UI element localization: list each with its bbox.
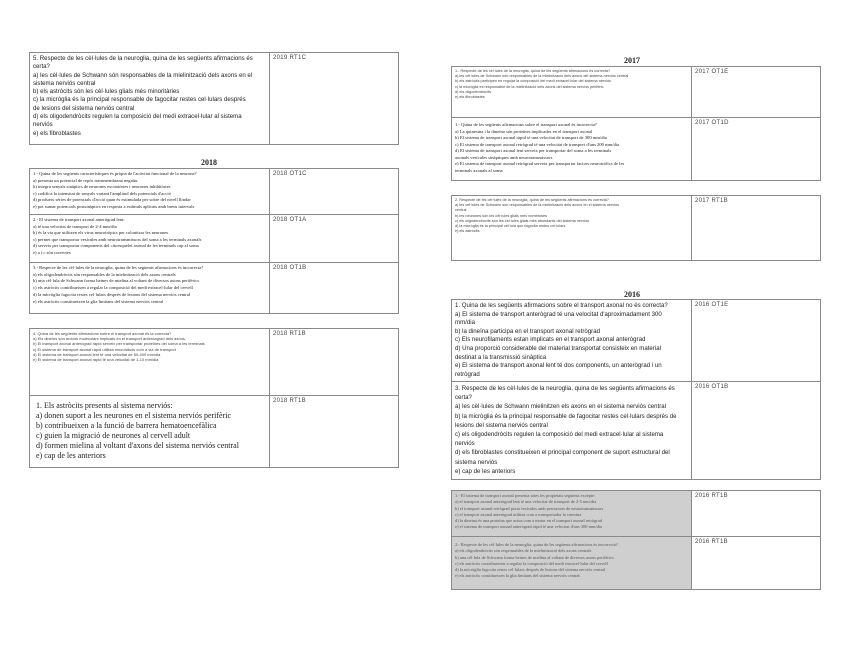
question-line: e) El sistema de transport axonal ràpid té una velocitat de 1-10 mm/dia: [33, 357, 159, 363]
question-line: sistema nerviós: [455, 458, 498, 466]
question-line: e) El sistema de transport axonal retrògrad serveix per transportar factors neurotròfics de les: [455, 161, 625, 166]
question-line: a) les cèl·lules de Schwann mielinitzen els axons en el sistema nerviós central: [455, 403, 667, 411]
question-line: 4. Quina de les següents afirmacions sobre el transport axonal és la correcta?: [33, 331, 172, 336]
question-2016-rt1b-b: [451, 537, 821, 590]
question-2017-ot1d: [451, 118, 821, 181]
question-line: d) la micròglia fagocita restes cel·lulars després de lesions del sistema nerviós central: [33, 291, 191, 297]
question-line: a) les cèl·lules de Schwann són responsables de la mielinització dels axons en el sistema nerviós: [455, 203, 619, 208]
question-line: a) El sistema de transport anterògrad té una velocitat d'aproximadament 300: [455, 310, 662, 318]
question-line: destinat a la transmissió sinàptica: [455, 353, 547, 361]
question-line: b) la dineïna participa en el transport axonal retrògrad: [455, 327, 600, 335]
question-line: 3.- Respecte de les cèl·lules de la neuroglia, quina de les següents afirmacions és incorrecta?: [33, 265, 204, 270]
question-line: c) el transport axonal anterògrad utilitza com a transportador la cinesina: [455, 511, 582, 517]
exam-tag: 2017 OT1E: [695, 69, 729, 75]
question-text: [30, 215, 270, 262]
question-2018-rt1b-b: [29, 396, 399, 468]
question-line: b) els astròcits són les cèl·lules glials més minoritàries: [33, 88, 180, 96]
question-line: b) una cèl·lula de Schwann forma beines de mielina al voltant de diversos axons perifèrics: [455, 554, 614, 560]
question-text: [30, 169, 270, 214]
question-line: a) La quinesina i la dineïna són proteïnes implicades en el transport axonal: [455, 128, 593, 134]
question-line: c) la micròglia es responsable de la mielinització dels axons del sistema nerviós perifèric: [455, 84, 604, 89]
question-line: lesions del sistema nerviós central: [455, 421, 548, 429]
question-line: 1.- Quina de les següents afirmacions sobre el transport axonal és incorrecta?: [455, 122, 597, 127]
question-2016-rt1b-a: [451, 490, 821, 537]
question-line: sistema nerviós central: [33, 79, 96, 87]
question-line: e) els astròcits constitueixen la glia limitans del sistema nerviós central: [455, 573, 580, 579]
question-line: c) El sistema de transport axonal retrògrad té una velocitat de transport d'uns 200 mm/dia: [455, 141, 620, 147]
question-line: c) els astròcits contribueixen a regular la composició del medi extracel·lular del cervell: [455, 560, 608, 566]
year-heading-2016: 2016: [624, 290, 640, 299]
question-line: a) presenta un potencial de repòs transmembrana negatiu: [33, 177, 138, 183]
question-line: b) la micròglia és la principal responsable de fagocitar restes cel·lulars després de: [455, 412, 677, 420]
question-line: b) contribueixen a la funció de barrera hematoencefàlica: [36, 421, 217, 430]
question-line: d) El sistema de transport axonal lent serveix per transportar del soma a les terminals: [455, 148, 612, 153]
question-line: b) una cèl·lula de Schwann forma beines de mielina al voltant de diversos axons perifèrics: [33, 278, 200, 284]
question-line: e) els fibroblastes: [455, 95, 485, 100]
question-line: 2. Respecte de les cèl·lules de la neuroglia, quina de les següents afirmacions és correcta?: [455, 198, 609, 202]
question-line: b) les neurones són les cèl·lules glials més nombroses: [455, 213, 548, 218]
exam-tag: 2016 RT1B: [695, 493, 728, 499]
question-line: c) la micròglia és la principal responsable de fagocitar restes cel·lulars després: [33, 96, 246, 104]
question-line: certa?: [33, 63, 50, 71]
question-line: c) Els neurofilaments estan implicats en el transport axonal anterògrad: [455, 336, 646, 344]
question-line: d) la micròglia fagocita restes cel·lulars després de lesions del sistema nerviós central: [455, 567, 606, 573]
question-line: c) permet que transportar vesícules amb neurotransmissors del soma a les terminals axonals: [33, 236, 202, 242]
question-line: e) cap de les anteriors: [455, 467, 516, 475]
question-line: d) els oligodendròcits regulen la composició del medi extracel·lular al sistema: [33, 113, 242, 121]
question-line: d) els fibroblastes constitueixen el principal component de suport estructural del: [455, 449, 670, 457]
question-line: nerviós: [33, 121, 53, 129]
exam-tag: 2016 RT1B: [695, 539, 728, 545]
question-text: [30, 396, 270, 467]
question-line: 2.- El sistema de transport axonal anterògrad lent:: [33, 217, 125, 222]
question-text: [30, 263, 270, 313]
question-line: a) donen suport a les neurones en el sistema nerviós perifèric: [36, 411, 232, 420]
question-line: c) els astròcits contribueixen a regular la composició del medi extracel·lular del cervell: [33, 285, 193, 291]
question-line: a) té una velocitat de transport de 2-4 mm/dia: [33, 223, 117, 229]
question-line: 1.- El sistema de transport axonal presenta totes les propietats següents excepte:: [455, 493, 596, 498]
exam-tag: 2018 OT1C: [273, 171, 307, 177]
question-line: b) el transport axonal retrògrad porta vesícules amb precursors de neurotransmissors: [455, 505, 604, 511]
question-line: c) guien la migració de neurones al cervell adult: [36, 431, 191, 440]
exam-tag: 2019 RT1C: [273, 55, 307, 61]
question-line: 3. Respecte de les cèl·lules de la neuroglia, quina de les següents afirmacions és: [455, 385, 675, 392]
question-2019-rt1c: [29, 52, 399, 145]
question-line: 1. Els astròcits presents al sistema nerviós:: [36, 401, 173, 410]
question-line: c) els oligodendròcits són les cèl·lules glials més abundants del sistema nerviós: [455, 218, 590, 223]
question-line: b) El transport axonal anterògrad ràpid serveix per transportar proteïnes del soma a les terminals: [33, 341, 205, 347]
question-line: 1.- Respecte de les cèl·lules de la neuroglia, quina de les següents afirmacions és correcta?: [455, 69, 611, 73]
question-line: d) formen mielina al voltant d'axons del sistema nerviós central: [36, 441, 239, 450]
question-text: [452, 118, 692, 180]
question-line: central: [455, 208, 467, 213]
question-line: d) els oligodendròcits: [455, 89, 491, 94]
year-heading-2017: 2017: [624, 56, 640, 65]
question-text: [452, 537, 692, 589]
exam-tag: 2018 RT1B: [273, 331, 306, 337]
question-line: b) és la via que utilitzen els virus neurotròpics per colonitzar les neurones: [33, 230, 169, 236]
question-line: axonals vesícules sinàptiques amb neurotransmissors: [455, 154, 553, 160]
question-line: e) els astròcits: [455, 229, 480, 234]
exam-tag: 2018 RT1B: [273, 398, 306, 404]
question-line: e) a i c són correctes: [33, 249, 71, 255]
question-line: d) El sistema de transport axonal lent té una velocitat de 50-400 mm/dia: [33, 351, 161, 357]
question-line: 2.- Respecte de les cèl·lules de la neuroglia, quina de les següents afirmacions és incorrecta?: [455, 542, 618, 547]
exam-tag: 2016 OT1E: [695, 302, 729, 308]
question-line: e) El sistema de transport axonal lent té dos components, un anterògrad i un: [455, 362, 662, 370]
question-text: [452, 67, 692, 117]
question-line: 1. Quina de les següents afirmacions sobre el transport axonal no és correcta?: [455, 302, 668, 309]
question-line: nerviós: [455, 440, 475, 448]
question-2017-rt1b: [451, 195, 821, 261]
question-text: [452, 300, 692, 381]
question-line: d) produeix sèries de potencials d'acció quan és estimulada per sobre del nivell llindar: [33, 197, 191, 203]
question-text: [30, 53, 270, 144]
question-line: d) Una proporció considerable del material transportat consisteix en material: [455, 344, 661, 352]
question-line: e) els fibroblastes: [33, 129, 81, 137]
question-2016-ot1b: [451, 382, 821, 480]
question-line: b) El sistema de transport axonal ràpid té una velocitat de transport de 300 mm/dia: [455, 135, 607, 140]
question-line: a) els oligodendròcits són responsables de la mielinització dels axons centrals: [455, 548, 592, 554]
question-line: e) el sistema de transport axonal anterògrad ràpid té una velocitat d'uns 300 mm/dia: [455, 524, 602, 530]
question-2016-ot1e: [451, 299, 821, 382]
question-line: a) els oligodendròcits són responsables de la mielinització dels axons centrals: [33, 271, 176, 277]
question-line: c) codifica la intensitat de senyals variant l'amplitud dels potencials d'acció: [33, 190, 171, 196]
question-2017-ot1e: [451, 66, 821, 118]
question-line: certa?: [455, 394, 472, 402]
question-line: a) el transport axonal anterògrad lent té una velocitat de transport de 2-5 mm/dia: [455, 499, 597, 505]
exam-tag: 2016 OT1B: [695, 384, 729, 390]
exam-tag: 2017 OT1D: [695, 120, 729, 126]
question-line: b) els astròcits participen en regular la composició del medi extracel·lular del sistema nerviós: [455, 79, 611, 84]
question-line: a) les cèl·lules de Schwann són responsables de la mielinització dels axons del sistema nerviós central: [455, 74, 629, 79]
exam-tag: 2018 OT1B: [273, 265, 307, 271]
question-text: [452, 491, 692, 536]
question-line: 1.- Quina de les següents característiques és pròpia de l'activitat funcional de la neurona?: [33, 171, 197, 176]
question-line: e) cap de les anteriors: [36, 451, 106, 460]
question-2018-ot1a: [29, 215, 399, 263]
question-text: [452, 382, 692, 479]
question-line: e) els astròcits constitueixen la glia limitans del sistema nerviós central: [33, 298, 164, 304]
exam-tag: 2018 OT1A: [273, 217, 307, 223]
question-text: [30, 329, 270, 395]
exam-tag: 2017 RT1B: [695, 198, 728, 204]
question-line: e) pot sumar potencials postsinàptics en resposta a estímuls aplicats amb breus intervals: [33, 203, 195, 209]
question-line: terminals axonals al soma: [455, 167, 503, 173]
year-heading-2018: 2018: [201, 158, 217, 167]
question-line: c) els oligodendròcits regulen la composició del medi extracel·lular al sistema: [455, 431, 664, 439]
question-line: a) Els dineïns són motors moleculars implicats en el transport anteròagrad dels axons.: [33, 336, 186, 342]
question-2018-rt1b-a: [29, 328, 399, 396]
question-text: [452, 196, 692, 260]
question-line: d) la micròglia és la principal cèl·lula que fagocita restes cel·lulars: [455, 224, 566, 229]
question-2018-ot1b: [29, 263, 399, 314]
question-line: d) la dineïna és una proteïna que actua com a motor en el transport axonal retrògrad: [455, 518, 602, 524]
question-line: a) les cèl·lules de Schwann són responsables de la mielinització dels axons en el: [33, 71, 253, 79]
question-2018-ot1c: [29, 168, 399, 215]
question-line: 5. Respecte de les cèl·lules de la neuroglia, quina de les següents afirmacions és: [33, 55, 253, 62]
question-line: c) El sistema de transport axonal ràpid utilitza microtúbuls com a via de transport: [33, 346, 176, 352]
question-line: mm/dia: [455, 319, 475, 327]
question-line: retrògrad: [455, 370, 480, 378]
question-line: b) integra senyals sinàptics de neurones excitatòries i neurones inhibitòries: [33, 184, 171, 190]
question-line: de lesions del sistema nerviós central: [33, 104, 135, 112]
question-line: d) serveix per transportar components del citoesquelet axonal de les terminals cap al soma: [33, 243, 199, 249]
